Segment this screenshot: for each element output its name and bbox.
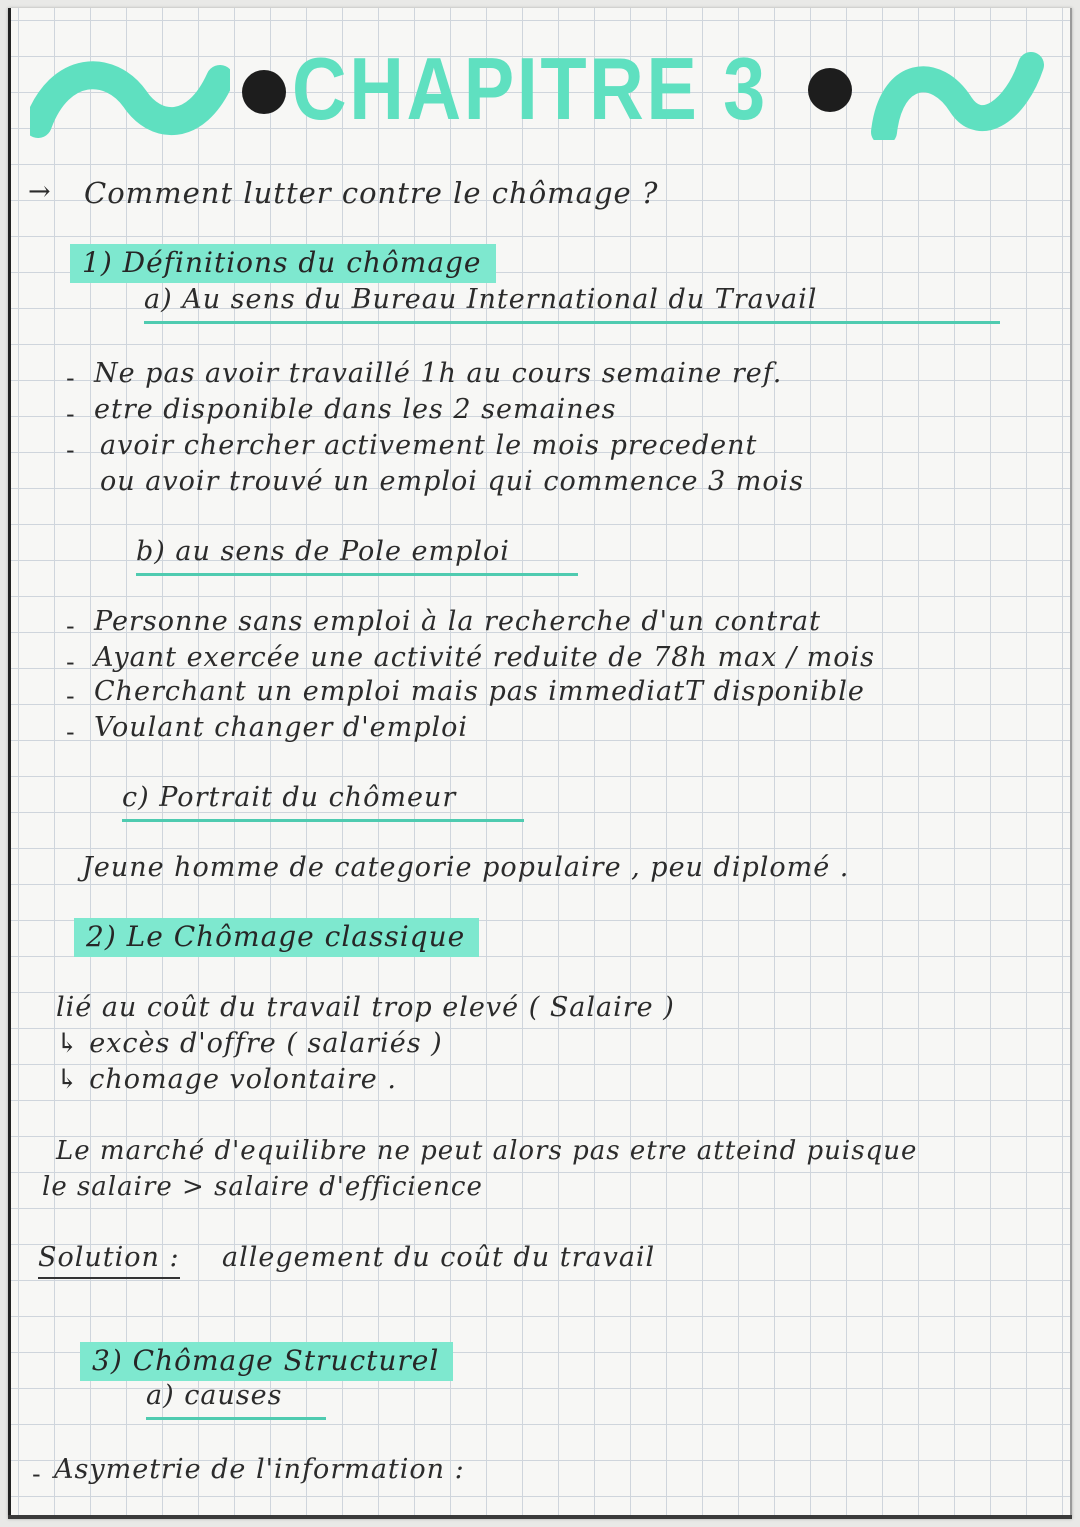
list-item: Ayant exercée une activité reduite de 78h max / mois (94, 642, 875, 673)
list-item: Ne pas avoir travaillé 1h au cours semaine ref. (94, 358, 783, 389)
list-item: Cherchant un emploi mais pas immediatT disponible (94, 676, 865, 707)
section-1b-heading: b) au sens de Pole emploi (136, 536, 578, 576)
arrow-icon: → (28, 176, 52, 207)
section-1-heading: 1) Définitions du chômage (70, 244, 496, 283)
notebook-page (8, 8, 1072, 1519)
bullet-dash: - (66, 612, 75, 640)
page-edge (8, 1515, 1072, 1519)
bullet-dash: - (66, 718, 75, 746)
bullet-dash: - (66, 364, 75, 392)
page-title: CHAPITRE 3 (292, 39, 768, 138)
page-edge (8, 8, 11, 1519)
wave-decoration-left (30, 54, 230, 144)
binder-hole (242, 70, 286, 114)
list-item: avoir chercher activement le mois precedent (100, 430, 758, 461)
list-item: Personne sans emploi à la recherche d'un contrat (94, 606, 821, 637)
bullet-dash: - (66, 400, 75, 428)
section-3-heading: 3) Chômage Structurel (80, 1342, 453, 1381)
list-item: Asymetrie de l'information : (54, 1454, 465, 1485)
text-line: ↳ excès d'offre ( salariés ) (56, 1028, 443, 1059)
chapter-question: Comment lutter contre le chômage ? (84, 176, 659, 210)
solution-text: allegement du coût du travail (222, 1242, 656, 1273)
list-item: Voulant changer d'emploi (94, 712, 469, 743)
bullet-dash: - (32, 1460, 41, 1488)
bullet-dash: - (66, 436, 75, 464)
section-1a-heading: a) Au sens du Bureau International du Travail (144, 284, 1000, 324)
list-item-continuation: ou avoir trouvé un emploi qui commence 3 mois (100, 466, 805, 497)
solution-label: Solution : (38, 1242, 180, 1279)
binder-hole (808, 68, 852, 112)
text-line: lié au coût du travail trop elevé ( Salaire ) (56, 992, 675, 1023)
section-2-heading: 2) Le Chômage classique (74, 918, 479, 957)
section-1c-heading: c) Portrait du chômeur (122, 782, 524, 822)
portrait-text: Jeune homme de categorie populaire , peu diplomé . (82, 852, 850, 883)
paragraph-line: le salaire > salaire d'efficience (42, 1172, 483, 1202)
wave-decoration-right (866, 50, 1046, 140)
bullet-dash: - (66, 648, 75, 676)
text-line: ↳ chomage volontaire . (56, 1064, 397, 1095)
page-edge (1070, 8, 1072, 1519)
bullet-dash: - (66, 682, 75, 710)
paragraph-line: Le marché d'equilibre ne peut alors pas etre atteind puisque (56, 1136, 918, 1166)
section-3a-heading: a) causes (146, 1380, 326, 1420)
list-item: etre disponible dans les 2 semaines (94, 394, 617, 425)
